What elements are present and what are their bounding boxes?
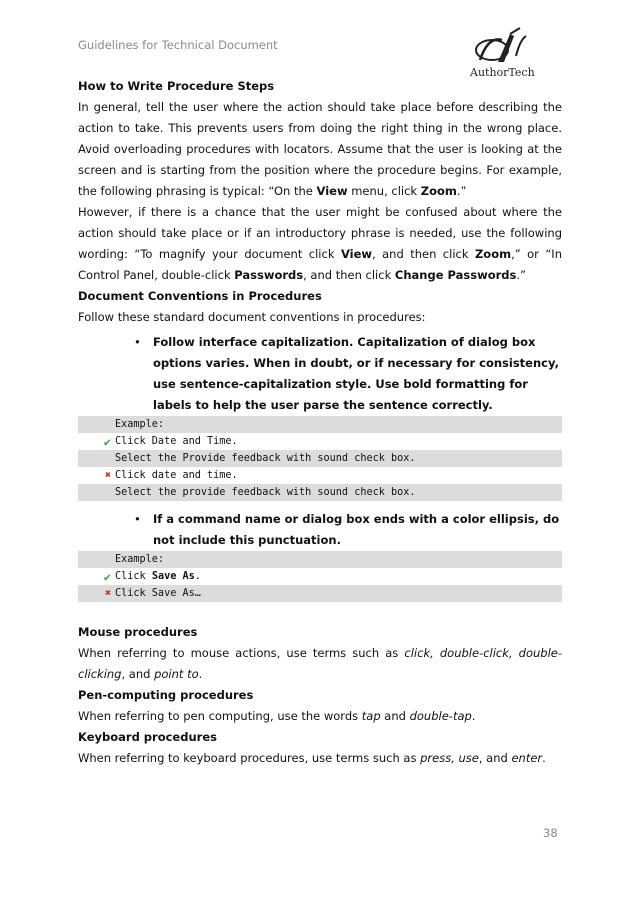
x-icon: ✖ (104, 470, 111, 481)
paragraph-conventions-intro: Follow these standard document conventions in procedures: (78, 310, 426, 324)
paragraph-mouse: When referring to mouse actions, use terms such as click, double-click, double-clicking, and point to. (78, 646, 562, 681)
heading-pen-procedures: Pen-computing procedures (78, 688, 254, 702)
example-table-capitalization (78, 416, 562, 501)
paragraph-procedure-steps: In general, tell the user where the action should take place before describing the action to take. This prevents users from doing the right thing in the wrong place. Avoid overloading procedures with locators. Assume that the user is looking at the screen and is starting from the position where the procedure begins. For example, the following phrasing is typical: “On the View menu, click Zoom.” (78, 100, 562, 198)
table-row: ✔ Click Date and Time. (103, 434, 238, 449)
page-content (78, 76, 562, 769)
heading-procedure-steps: How to Write Procedure Steps (78, 79, 275, 93)
bullet-dot: • (134, 512, 141, 526)
table-row: Example: (78, 551, 562, 568)
paragraph-confusion: However, if there is a chance that the user might be confused about where the action should take place or if an introductory phrase is needed, use the following wording: “To magnify your document click View, and then click Zoom,” or “In Control Panel, double-click Passwords, and then click Change Passwords.” (78, 205, 562, 282)
heading-keyboard-procedures: Keyboard procedures (78, 730, 217, 744)
table-row: Select the Provide feedback with sound check box. (78, 450, 562, 467)
check-icon: ✔ (103, 569, 111, 584)
bullet-capitalization: • Follow interface capitalization. Capitalization of dialog box options varies. When in doubt, or if necessary for consistency, use sentence-capitalization style. Use bold formatting for labels to help the user parse the sentence correctly. (153, 328, 562, 416)
bullet-ellipsis: • If a command name or dialog box ends with a color ellipsis, do not include this punctuation. (153, 501, 562, 551)
example-table-ellipsis (78, 551, 562, 602)
x-icon: ✖ (104, 588, 111, 599)
table-row: Select the provide feedback with sound check box. (78, 484, 562, 501)
bullet-dot: • (134, 335, 141, 349)
table-row: ✖ Click date and time. (104, 470, 238, 481)
check-icon: ✔ (103, 434, 111, 449)
heading-document-conventions: Document Conventions in Procedures (78, 289, 322, 303)
logo-text: AuthorTech (470, 66, 535, 79)
table-row: ✔ Click Save As. (103, 569, 201, 584)
paragraph-keyboard: When referring to keyboard procedures, use terms such as press, use, and enter. (78, 751, 546, 765)
page-number: 38 (543, 826, 558, 840)
heading-mouse-procedures: Mouse procedures (78, 625, 198, 639)
document-header-title: Guidelines for Technical Document (78, 38, 278, 52)
table-row: ✖ Click Save As… (78, 585, 562, 602)
table-row: Example: (78, 416, 562, 433)
paragraph-pen: When referring to pen computing, use the words tap and double-tap. (78, 709, 476, 723)
